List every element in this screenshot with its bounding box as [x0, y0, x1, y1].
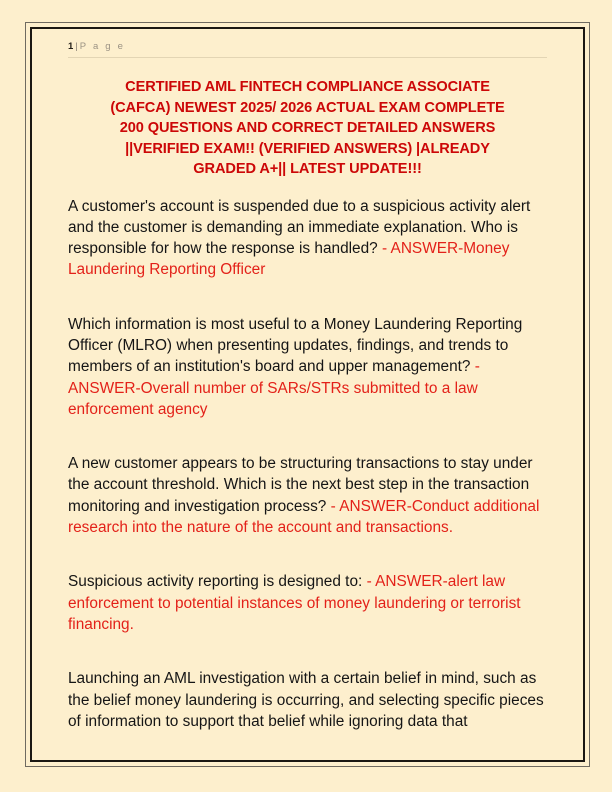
title-line: CERTIFIED AML FINTECH COMPLIANCE ASSOCIATE	[125, 79, 490, 95]
page-label: P a g e	[79, 41, 126, 52]
page-content	[38, 34, 577, 754]
answer-text: - ANSWER-alert law enforcement to potential instances of money laundering or terrorist financing.	[68, 573, 521, 633]
page-number-line	[68, 40, 547, 54]
answer-text: - ANSWER-Overall number of SARs/STRs submitted to a law enforcement agency	[68, 358, 480, 418]
title-line: 200 QUESTIONS AND CORRECT DETAILED ANSWERS	[119, 120, 496, 136]
question-answer-list	[68, 196, 547, 733]
question-text: Launching an AML investigation with a certain belief in mind, such as the belief money laundering is occurring, and selecting specific pieces of information to support that belief while ignoring data that	[68, 670, 544, 730]
answer-text: - ANSWER-Money Laundering Reporting Officer	[68, 240, 510, 279]
question-text: Suspicious activity reporting is designed to:	[68, 573, 367, 591]
qa-block	[68, 453, 547, 538]
title-line: GRADED A+|| LATEST UPDATE!!!	[193, 161, 422, 177]
qa-block	[68, 571, 547, 635]
question-text: A customer's account is suspended due to a suspicious activity alert and the customer is demanding an immediate explanation. Who is responsible for how the response is handled?	[68, 197, 531, 258]
question-text: Which information is most useful to a Money Laundering Reporting Officer (MLRO) when presenting updates, findings, and trends to members of an institution's board and upper management?	[68, 315, 523, 376]
qa-block	[68, 668, 547, 732]
page-number-separator: |	[75, 41, 78, 52]
title-line: ||VERIFIED EXAM!! (VERIFIED ANSWERS) |ALREADY	[125, 140, 490, 157]
qa-block	[68, 314, 547, 420]
document-title	[72, 77, 543, 180]
answer-text: - ANSWER-Conduct additional research into the nature of the account and transactions.	[68, 497, 540, 537]
title-line: (CAFCA) NEWEST 2025/ 2026 ACTUAL EXAM COMPLETE	[110, 99, 505, 116]
page-number: 1	[68, 41, 74, 52]
page-header	[38, 34, 577, 58]
header-divider	[68, 57, 547, 58]
question-text: A new customer appears to be structuring transactions to stay under the account threshold. Which is the next best step in the transaction monitoring and investigation process?	[68, 455, 533, 515]
qa-block	[68, 196, 547, 281]
